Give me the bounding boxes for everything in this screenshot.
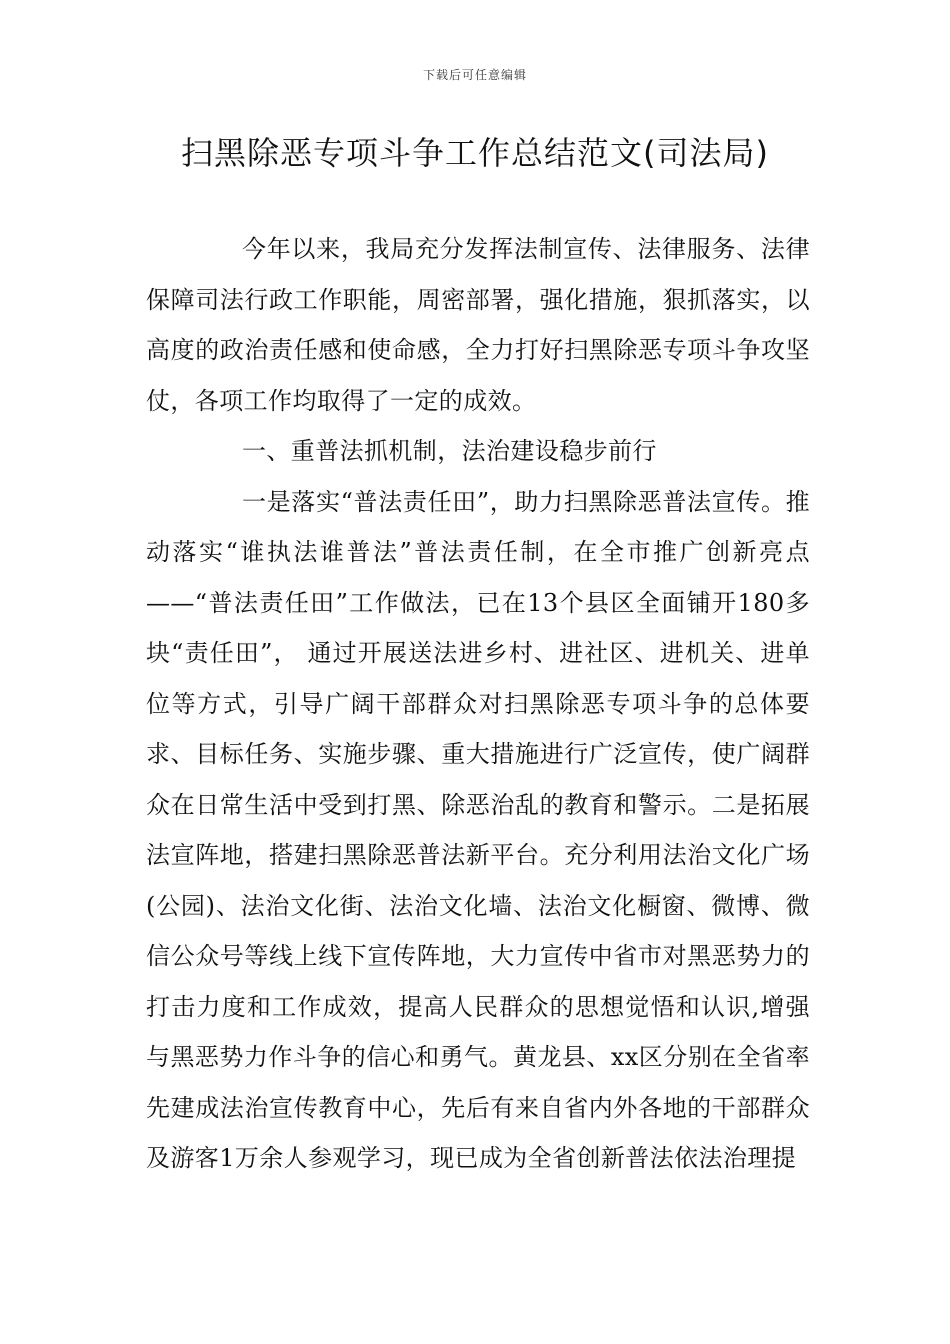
document-title: 扫黑除恶专项斗争工作总结范文(司法局) xyxy=(181,134,769,172)
section-heading: 一、重普法抓机制，法治建设稳步前行 xyxy=(242,437,657,465)
header-note: 下载后可任意编辑 xyxy=(422,68,527,82)
body-paragraph: 一是落实“普法责任田”，助力扫黑除恶普法宣传。推动落实“谁执法谁普法”普法责任制，在全市推广创新亮点——“普法责任田”工作做法，已在13个县区全面铺开180多块“责任田”， 通过开展送法进乡村、进社区、进机关、进单位等方式，引导广阔干部群众对扫黑除恶专项斗争的总体要求、目标任务、实施步骤、重大措施进行广泛宣传，使广阔群众在日常生活中受到打黑、除恶治乱的教育和警示。二是拓展法宣阵地，搭建扫黑除恶普法新平台。充分利用法治文化广场(公园)、法治文化街、法治文化墙、法治文化橱窗、微博、微信公众号等线上线下宣传阵地，大力宣传中省市对黑恶势力的打击力度和工作成效，提高人民群众的思想觉悟和认识,增强与黑恶势力作斗争的信心和勇气。黄龙县、xx区分别在全省率先建成法治宣传教育中心，先后有来自省内外各地的干部群众及游客1万余人参观学习，现已成为全省创新普法依法治理提 xyxy=(146,487,810,1172)
document-body xyxy=(146,224,810,1184)
intro-paragraph: 今年以来，我局充分发挥法制宣传、法律服务、法律保障司法行政工作职能，周密部署，强化措施，狠抓落实，以高度的政治责任感和使命感，全力打好扫黑除恶专项斗争攻坚仗，各项工作均取得了一定的成效。 xyxy=(146,235,810,415)
